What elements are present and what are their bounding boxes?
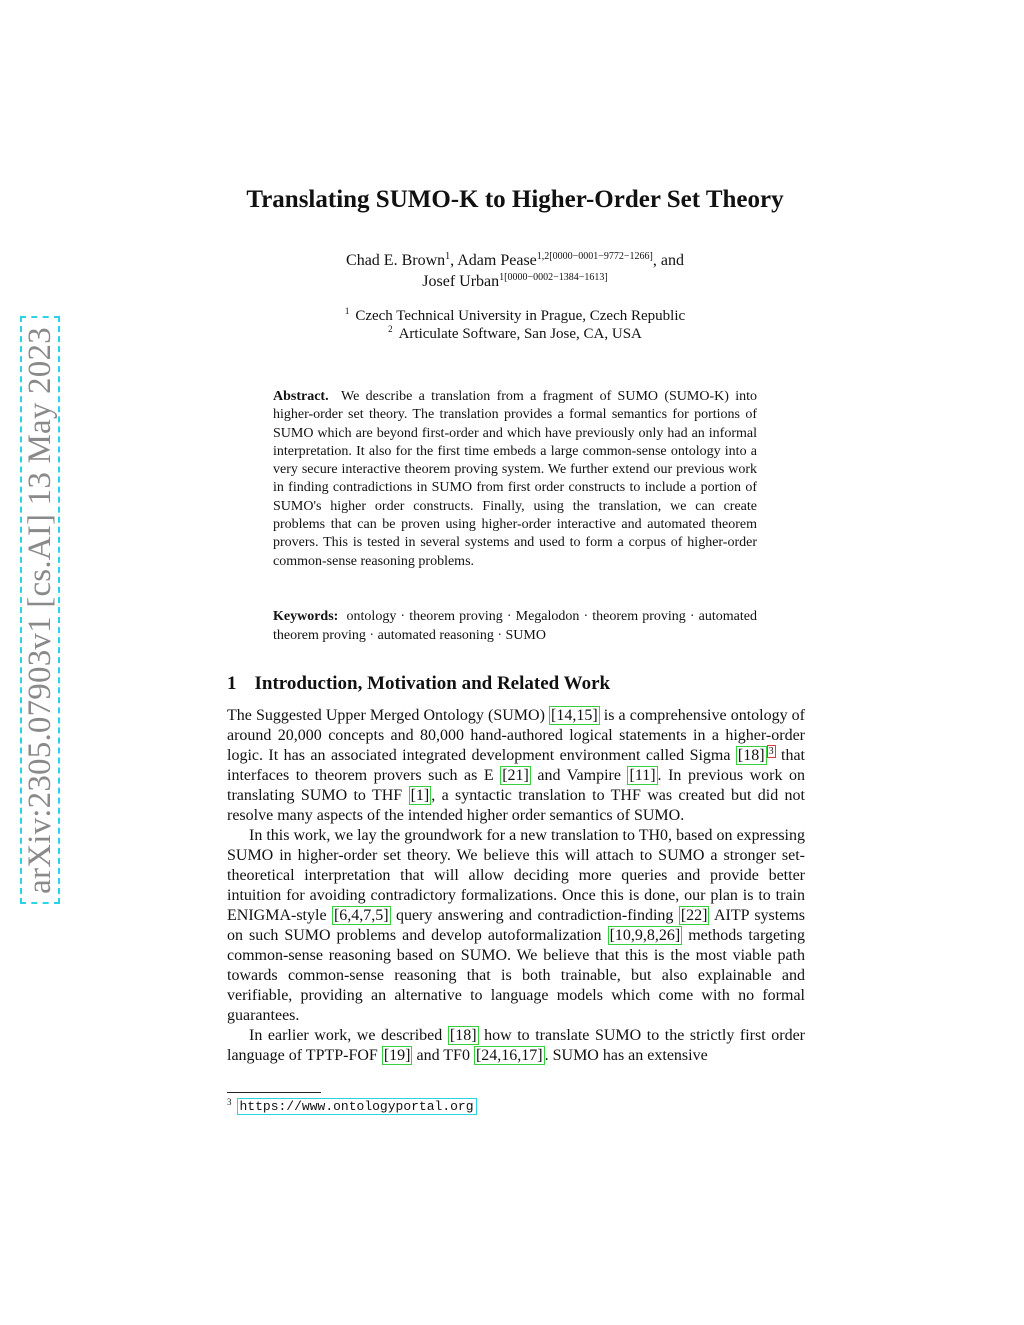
- section-body: [227, 706, 805, 1066]
- author-affiliation-mark: 1,2[0000−0001−9772−1266]: [536, 251, 653, 262]
- keywords-text: ontology · theorem proving · Megalodon · theorem proving · automated theorem proving · automated reasoning · SUMO: [273, 609, 757, 643]
- paragraph-text: In earlier work, we described: [249, 1027, 448, 1044]
- author-name: Josef Urban: [422, 273, 500, 290]
- citation-link[interactable]: [18]: [737, 747, 765, 764]
- author-separator: ,: [450, 252, 458, 269]
- paragraph-text: . In previous work on translating SUMO to THF: [227, 767, 805, 804]
- paragraph-text: AITP systems on such SUMO problems and develop autoformalization: [227, 907, 806, 944]
- citation-link[interactable]: [1]: [410, 787, 430, 804]
- author-name: Chad E. Brown: [346, 252, 446, 269]
- citation-link[interactable]: [19]: [383, 1047, 411, 1064]
- citation-link[interactable]: [14,15]: [551, 707, 598, 724]
- paragraph-text: In this work, we lay the groundwork for a new translation to TH0, based on expressing SUMO in higher-order set theory. We believe this will attach to SUMO a stronger set-theoretical interpretation that will allow deciding more queries and provide better intuition for avoiding contradictory formalizations. Once this is done, our plan is to train ENIGMA-style: [227, 827, 805, 924]
- abstract: [273, 388, 757, 571]
- abstract-text: We describe a translation from a fragment of SUMO (SUMO-K) into higher-order set theory. The translation provides a formal semantics for portions of SUMO which are beyond first-order and which have previously only had an informal interpretation. It also for the first time embeds a large common-sense ontology into a very secure interactive theorem proving system. We further extend our previous work in finding contradictions in SUMO from first order constructs to include a portion of SUMO's higher order constructs. Finally, using the translation, we can create problems that can be proven using higher-order interactive and automated theorem provers. This is tested in several systems and used to form a corpus of higher-order common-sense reasoning problems.: [273, 389, 758, 569]
- paragraph-text: query answering and contradiction-finding: [390, 907, 679, 924]
- author-name: Adam Pease: [457, 252, 537, 269]
- paragraph-text: and Vampire: [530, 767, 628, 784]
- paragraph-text: that interfaces to theorem provers such as E: [227, 747, 805, 784]
- footnote-link[interactable]: 3: [768, 746, 774, 757]
- affiliation-text: Articulate Software, San Jose, CA, USA: [398, 326, 642, 342]
- paragraph-text: and TF0: [412, 1047, 474, 1064]
- keywords: [273, 607, 757, 645]
- citation-link[interactable]: [11]: [629, 767, 656, 784]
- paragraph: [227, 826, 805, 1026]
- paragraph-text: how to translate SUMO to the strictly first order language of TPTP-FOF: [227, 1027, 805, 1064]
- author-affiliation-mark: 1[0000−0002−1384−1613]: [499, 272, 608, 283]
- footnote: [227, 1097, 477, 1114]
- affiliation: [0, 325, 1024, 343]
- section-heading: [227, 673, 610, 695]
- affiliation-number: 2: [388, 324, 393, 334]
- paragraph-text: is a comprehensive ontology of around 20,000 concepts and 80,000 hand-authored logical statements in a higher-order logic. It has an associated integrated development environment called Sigma: [227, 707, 806, 764]
- paragraph-text: . SUMO has an extensive: [544, 1047, 708, 1064]
- paragraph: [227, 706, 805, 826]
- citation-link[interactable]: [10,9,8,26]: [609, 927, 681, 944]
- citation-link[interactable]: [21]: [502, 767, 529, 784]
- affiliation: [0, 307, 1024, 325]
- keywords-label: Keywords:: [273, 609, 339, 624]
- paragraph-text: , a syntactic translation to THF was created but did not resolve many aspects of the intended higher order semantics of SUMO.: [227, 787, 806, 824]
- affiliation-list: [0, 307, 1024, 343]
- footnote-number: 3: [227, 1097, 232, 1107]
- section-title: Introduction, Motivation and Related Work: [254, 673, 611, 694]
- section-number: 1: [227, 673, 237, 694]
- citation-link[interactable]: [18]: [449, 1027, 477, 1044]
- citation-link[interactable]: [22]: [680, 907, 708, 924]
- arxiv-stamp-text: arXiv:2305.07903v1 [cs.AI] 13 May 2023: [21, 326, 58, 894]
- affiliation-number: 1: [344, 306, 350, 316]
- citation-link[interactable]: [24,16,17]: [475, 1047, 543, 1064]
- footnote-url-link[interactable]: https://www.ontologyportal.org: [237, 1098, 477, 1115]
- abstract-label: Abstract.: [273, 389, 329, 404]
- paragraph-text: methods targeting common-sense reasoning based on SUMO. We believe that this is the most viable path towards common-sense reasoning that is both trainable, but also explainable and verifiable, providing an alternative to language models which come with no formal guarantees.: [227, 927, 806, 1024]
- affiliation-text: Czech Technical University in Prague, Czech Republic: [355, 308, 686, 324]
- author-list: [0, 250, 1024, 292]
- paragraph-text: The Suggested Upper Merged Ontology (SUMO): [227, 707, 550, 724]
- paper-title: Translating SUMO-K to Higher-Order Set Theory: [246, 186, 784, 213]
- author-affiliation-mark: 1: [445, 251, 451, 262]
- citation-link[interactable]: [6,4,7,5]: [333, 907, 389, 924]
- footnote-rule: [227, 1092, 321, 1093]
- author-separator: , and: [652, 252, 684, 269]
- arxiv-stamp[interactable]: [20, 316, 60, 904]
- paragraph: [227, 1026, 805, 1066]
